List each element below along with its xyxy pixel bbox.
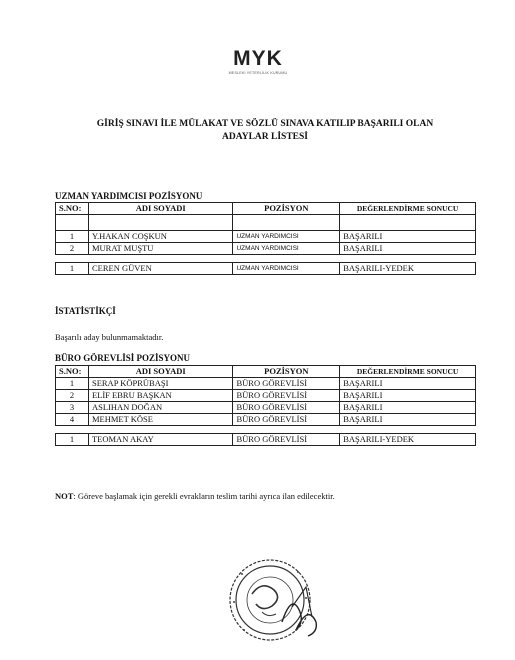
official-seal-stamp [222,552,334,650]
buro-table [55,365,476,446]
row-position: BÜRO GÖREVLİSİ [233,414,340,426]
row-no: 3 [56,402,89,414]
row-no: 1 [56,231,89,243]
table-header-row [56,366,476,378]
row-no: 1 [56,434,89,446]
note-label: NOT [55,491,74,501]
table-row [56,378,476,390]
row-result: BAŞARILI [340,402,476,414]
table-row [56,414,476,426]
title-line-2: ADAYLAR LİSTESİ [222,132,308,142]
logo-mark: MYK [233,47,283,70]
row-result: BAŞARILI [340,378,476,390]
row-position: BÜRO GÖREVLİSİ [233,434,340,446]
table-row-reserve [56,263,476,275]
row-no: 2 [56,390,89,402]
table-row [56,231,476,243]
istatistik-heading: İSTATİSTİKÇİ [55,306,116,316]
row-position: UZMAN YARDIMCISI [233,231,340,243]
row-result: BAŞARILI [340,243,476,255]
uzman-table [55,202,476,275]
row-result: BAŞARILI [340,414,476,426]
istatistik-text: Başarılı aday bulunmamaktadır. [55,332,164,342]
table-row [56,390,476,402]
table-row-blank [56,215,476,231]
row-position: UZMAN YARDIMCISI [233,263,340,275]
table-row [56,243,476,255]
document-title [40,118,490,144]
row-result: BAŞARILI [340,390,476,402]
buro-section-heading: BÜRO GÖREVLİSİ POZİSYONU [55,353,191,363]
table-gap-row [56,426,476,434]
footer-note [55,491,335,501]
header-no: S.NO: [56,366,89,378]
uzman-section-heading: UZMAN YARDIMCISI POZİSYONU [55,191,203,201]
note-text: : Göreve başlamak için gerekli evrakların teslim tarihi ayrıca ilan edilecektir. [73,491,335,501]
row-no: 2 [56,243,89,255]
header-name: ADI SOYADI [88,203,233,215]
header-position: POZİSYON [233,203,340,215]
table-gap-row [56,255,476,263]
row-result: BAŞARILI [340,231,476,243]
header-result: DEĞERLENDİRME SONUCU [340,366,476,378]
row-result: BAŞARILI-YEDEK [340,263,476,275]
row-no: 1 [56,378,89,390]
row-position: BÜRO GÖREVLİSİ [233,402,340,414]
row-no: 1 [56,263,89,275]
row-no: 4 [56,414,89,426]
row-position: UZMAN YARDIMCISI [233,243,340,255]
myk-logo [220,48,296,75]
row-result: BAŞARILI-YEDEK [340,434,476,446]
row-name: SERAP KÖPRÜBAŞI [88,378,233,390]
title-line-1: GİRİŞ SINAVI İLE MÜLAKAT VE SÖZLÜ SINAVA KATILIP BAŞARILI OLAN [96,119,434,129]
table-header-row [56,203,476,215]
header-name: ADI SOYADI [88,366,233,378]
row-name: ELİF EBRU BAŞKAN [88,390,233,402]
logo-subtitle: MESLEKİ YETERLİLİK KURUMU [228,71,288,75]
row-name: Y.HAKAN COŞKUN [88,231,233,243]
row-name: MURAT MUŞTU [88,243,233,255]
row-position: BÜRO GÖREVLİSİ [233,390,340,402]
header-no: S.NO: [56,203,89,215]
row-name: CEREN GÜVEN [88,263,233,275]
table-row-reserve [56,434,476,446]
header-position: POZİSYON [233,366,340,378]
row-name: MEHMET KÖSE [88,414,233,426]
table-row [56,402,476,414]
row-name: ASLIHAN DOĞAN [88,402,233,414]
row-position: BÜRO GÖREVLİSİ [233,378,340,390]
row-name: TEOMAN AKAY [88,434,233,446]
header-result: DEĞERLENDİRME SONUCU [340,203,476,215]
